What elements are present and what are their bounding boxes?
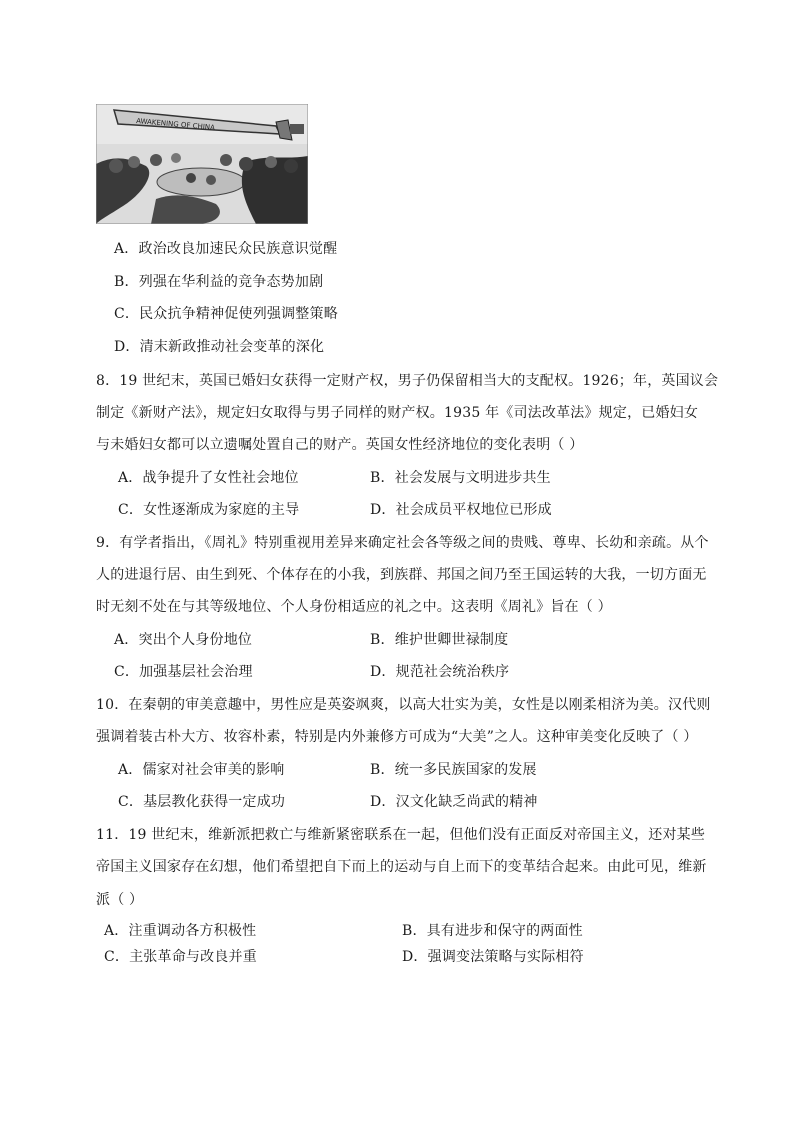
q9-stem-line-3: 时无刻不处在与其等级地位、个人身份相适应的礼之中。这表明《周礼》旨在（ ） — [96, 599, 612, 615]
q8-stem-line-3: 与未婚妇女都可以立遗嘱处置自己的财产。英国女性经济地位的变化表明（ ） — [96, 437, 584, 453]
q10-option-b: B．统一多民族国家的发展 — [370, 762, 537, 778]
q9-option-b: B．维护世卿世禄制度 — [370, 632, 509, 648]
q11-option-d: D．强调变法策略与实际相符 — [402, 949, 584, 965]
cartoon-image — [96, 104, 308, 224]
q7-option-c: C．民众抗争精神促使列强调整策略 — [114, 306, 338, 322]
q7-option-b: B．列强在华利益的竞争态势加剧 — [114, 274, 324, 290]
cartoon-caption: AWAKENING OF CHINA — [135, 117, 216, 132]
q11-option-a: A．注重调动各方积极性 — [104, 923, 257, 939]
q8-option-d: D．社会成员平权地位已形成 — [370, 502, 552, 518]
q9-stem-line-1: 9．有学者指出，《周礼》特别重视用差异来确定社会各等级之间的贵贱、尊卑、长幼和亲疏。从个 — [96, 535, 709, 551]
q10-option-d: D．汉文化缺乏尚武的精神 — [370, 794, 538, 810]
q8-option-a: A．战争提升了女性社会地位 — [118, 470, 299, 486]
question-7-cartoon — [96, 104, 308, 224]
q11-option-c: C．主张革命与改良并重 — [104, 949, 257, 965]
q9-option-c: C．加强基层社会治理 — [114, 664, 253, 680]
q11-stem-line-1: 11．19 世纪末，维新派把救亡与维新紧密联系在一起，但他们没有正面反对帝国主义，还对某些 — [96, 827, 706, 843]
q9-option-d: D．规范社会统治秩序 — [370, 664, 510, 680]
q11-option-b: B．具有进步和保守的两面性 — [402, 923, 583, 939]
q10-stem-line-2: 强调着装古朴大方、妆容朴素，特别是内外兼修方可成为“大美”之人。这种审美变化反映了（ ） — [96, 729, 698, 745]
q7-option-d: D．清末新政推动社会变革的深化 — [114, 339, 325, 355]
q11-stem-line-2: 帝国主义国家存在幻想，他们希望把自下而上的运动与自上而下的变革结合起来。由此可见，维新 — [96, 859, 707, 875]
q10-stem-line-1: 10．在秦朝的审美意趣中，男性应是英姿飒爽，以高大壮实为美，女性是以刚柔相济为美。汉代则 — [96, 697, 711, 713]
q8-option-b: B．社会发展与文明进步共生 — [370, 470, 551, 486]
q8-option-c: C．女性逐渐成为家庭的主导 — [118, 502, 300, 518]
q9-stem-line-2: 人的进退行居、由生到死、个体存在的小我，到族群、邦国之间乃至王国运转的大我，一切方面无 — [96, 567, 707, 583]
q11-stem-line-3: 派（ ） — [96, 892, 144, 908]
q10-option-a: A．儒家对社会审美的影响 — [118, 762, 285, 778]
q8-stem-line-2: 制定《新财产法》，规定妇女取得与男子同样的财产权。1935 年《司法改革法》规定，已婚妇女 — [96, 405, 699, 421]
q10-option-c: C．基层教化获得一定成功 — [118, 794, 286, 810]
q9-option-a: A．突出个人身份地位 — [114, 632, 253, 648]
q8-stem-line-1: 8．19 世纪末，英国已婚妇女获得一定财产权，男子仍保留相当大的支配权。1926；年，英国议会 — [96, 373, 719, 389]
q7-option-a: A．政治改良加速民众民族意识觉醒 — [114, 241, 338, 257]
